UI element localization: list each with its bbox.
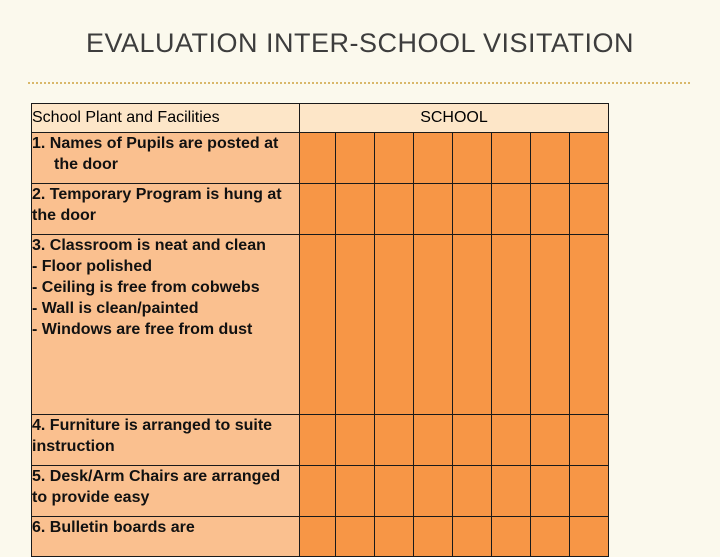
score-cell[interactable] [531, 184, 570, 235]
score-cell[interactable] [414, 133, 453, 184]
table-row [32, 235, 609, 415]
criteria-text: 1. Names of Pupils are posted at the door [32, 135, 279, 173]
score-cell[interactable] [375, 466, 414, 517]
criteria-subitem: - Wall is clean/painted [32, 300, 199, 317]
criteria-subitem: - Windows are free from dust [32, 321, 253, 338]
score-cell[interactable] [492, 235, 531, 415]
score-cell[interactable] [453, 415, 492, 466]
criteria-cell [32, 235, 300, 415]
criteria-text: 6. Bulletin boards are [32, 519, 195, 536]
score-cell[interactable] [570, 415, 609, 466]
criteria-cell [32, 466, 300, 517]
score-cell[interactable] [300, 184, 336, 235]
table-row [32, 184, 609, 235]
title-divider [28, 82, 690, 84]
score-cell[interactable] [453, 133, 492, 184]
score-cell[interactable] [414, 415, 453, 466]
criteria-text: 4. Furniture is arranged to suite instruction [32, 417, 273, 455]
score-cell[interactable] [414, 184, 453, 235]
score-cell[interactable] [531, 235, 570, 415]
score-cell[interactable] [375, 235, 414, 415]
score-cell[interactable] [492, 133, 531, 184]
score-cell[interactable] [492, 517, 531, 557]
score-cell[interactable] [570, 184, 609, 235]
page-title: EVALUATION INTER-SCHOOL VISITATION [85, 28, 635, 58]
table-row [32, 415, 609, 466]
table-row [32, 133, 609, 184]
score-cell[interactable] [336, 517, 375, 557]
table-header-row [32, 104, 609, 133]
score-cell[interactable] [531, 133, 570, 184]
score-cell[interactable] [375, 517, 414, 557]
score-cell[interactable] [375, 415, 414, 466]
score-cell[interactable] [300, 415, 336, 466]
score-cell[interactable] [336, 466, 375, 517]
score-cell[interactable] [453, 184, 492, 235]
score-cell[interactable] [453, 235, 492, 415]
score-cell[interactable] [492, 184, 531, 235]
criteria-cell [32, 184, 300, 235]
score-cell[interactable] [300, 466, 336, 517]
score-cell[interactable] [414, 235, 453, 415]
score-cell[interactable] [336, 415, 375, 466]
score-cell[interactable] [375, 133, 414, 184]
score-cell[interactable] [492, 415, 531, 466]
score-cell[interactable] [414, 466, 453, 517]
score-cell[interactable] [300, 517, 336, 557]
criteria-cell [32, 133, 300, 184]
score-cell[interactable] [531, 466, 570, 517]
criteria-text: 2. Temporary Program is hung at the door [32, 186, 282, 224]
score-cell[interactable] [570, 517, 609, 557]
score-cell[interactable] [453, 466, 492, 517]
score-cell[interactable] [570, 466, 609, 517]
table-row [32, 517, 609, 557]
score-cell[interactable] [492, 466, 531, 517]
criteria-subitem: - Floor polished [32, 258, 152, 275]
score-cell[interactable] [531, 415, 570, 466]
score-cell[interactable] [336, 133, 375, 184]
criteria-header: School Plant and Facilities [32, 104, 300, 133]
score-cell[interactable] [570, 235, 609, 415]
criteria-text: 3. Classroom is neat and clean [32, 237, 266, 254]
score-cell[interactable] [414, 517, 453, 557]
score-cell[interactable] [300, 235, 336, 415]
criteria-cell [32, 517, 300, 557]
score-cell[interactable] [336, 184, 375, 235]
score-cell[interactable] [375, 184, 414, 235]
score-cell[interactable] [300, 133, 336, 184]
evaluation-table [31, 103, 609, 557]
table-row [32, 466, 609, 517]
school-header: SCHOOL [300, 104, 609, 133]
score-cell[interactable] [531, 517, 570, 557]
criteria-subitem: - Ceiling is free from cobwebs [32, 279, 260, 296]
score-cell[interactable] [570, 133, 609, 184]
score-cell[interactable] [336, 235, 375, 415]
score-cell[interactable] [453, 517, 492, 557]
criteria-cell [32, 415, 300, 466]
criteria-text: 5. Desk/Arm Chairs are arranged to provide easy [32, 468, 281, 506]
